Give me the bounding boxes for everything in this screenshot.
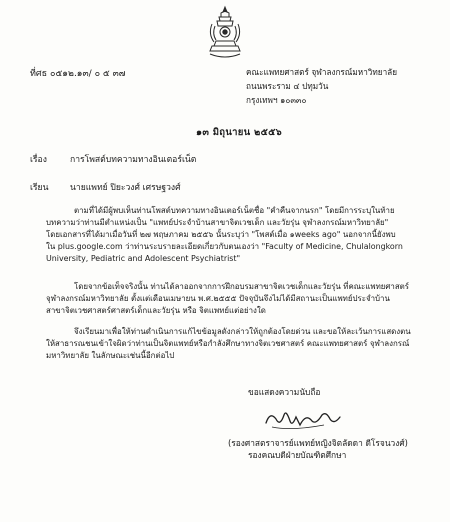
signatory-name: (รองศาสตราจารย์แพทย์หญิงจิตลัดดา ดีโรจนวงศ์)	[228, 438, 408, 448]
closing-text: ขอแสดงความนับถือ	[248, 387, 321, 397]
handwritten-signature-icon	[262, 403, 344, 435]
body-line: ตามที่ได้มีผู้พบเห็นท่านโพสต์บทความทางอินเตอร์เน็ตชื่อ "คำคืนจากนรก" โดยมีการระบุในท้าย	[74, 206, 395, 215]
body-line: ใน plus.google.com ว่าท่านระบรายละเอียดเกี่ยวกับตนเองว่า "Faculty of Medicine, Chulalongkorn	[46, 242, 403, 251]
body-paragraph-2	[46, 281, 430, 317]
signatory-position: รองคณบดีฝ่ายบัณฑิตศึกษา	[248, 450, 347, 460]
body-paragraph-1	[46, 205, 430, 265]
subject-label: เรื่อง	[30, 155, 47, 165]
body-line: สาขาจิตเวชศาสตร์ศาสตร์เด็กและวัยรุ่น หรือ จิตแพทย์แต่อย่างใด	[46, 306, 266, 315]
body-line: โดยเอกสารที่ได้มาเมื่อวันที่ ๒๗ พฤษภาคม ๒๕๕๖ นั้นระบุว่า "โพสต์เมื่อ ๑weeks ago" นอกจากนี้ยังพบ	[46, 230, 396, 239]
letter-date: ๑๓ มิถุนายน ๒๕๕๖	[196, 127, 282, 138]
body-line: ให้สาธารณชนเข้าใจผิดว่าท่านเป็นจิตแพทย์หรือกำลังศึกษาทางจิตเวชศาสตร์ คณะแพทยศาสตร์ จุฬาลงกรณ์	[46, 339, 410, 348]
body-line: จุฬาลงกรณ์มหาวิทยาลัย ตั้งแต่เดือนเมษายน พ.ศ.๒๕๕๕ ปัจจุบันจึงไม่ได้มีสถานะเป็นแพทย์ประจำบ้าน	[46, 294, 390, 303]
salutation-label: เรียน	[30, 183, 49, 193]
body-line: มหาวิทยาลัย ในลักษณะเช่นนี้อีกต่อไป	[46, 351, 175, 360]
body-line: บทความว่าท่านมีตำแหน่งเป็น "แพทย์ประจำบ้านสาขาจิตเวชเด็ก และวัยรุ่น จุฬาลงกรณ์มหาวิทยาลัย"	[46, 218, 389, 227]
body-line: University, Pediatric and Adolescent Psychiatrist"	[46, 254, 241, 263]
university-crest-icon	[200, 4, 250, 62]
subject-value: การโพสต์บทความทางอินเตอร์เน็ต	[70, 155, 197, 165]
body-line: โดยจากข้อเท็จจริงนั้น ท่านได้ลาออกจากการฝึกอบรมสาขาจิตเวชเด็กและวัยรุ่น ที่คณะแพทยศาสตร์	[74, 282, 410, 291]
reference-number: ที่ศธ ๐๕๑๒.๑๓/ ๐ ๕ ๓๗	[30, 69, 126, 79]
address-line-3: กรุงเทพฯ ๑๐๓๓๐	[246, 95, 307, 105]
address-line-1: คณะแพทยศาสตร์ จุฬาลงกรณ์มหาวิทยาลัย	[246, 67, 398, 77]
body-line: จึงเรียนมาเพื่อให้ท่านดำเนินการแก้ไขข้อมูลดังกล่าวให้ถูกต้องโดยด่วน และขอให้ละเว้นการแสดงตน	[74, 327, 411, 336]
body-paragraph-3	[46, 326, 430, 362]
salutation-value: นายแพทย์ ปิยะวงศ์ เศรษฐวงศ์	[70, 183, 181, 193]
address-line-2: ถนนพระราม ๔ ปทุมวัน	[246, 81, 329, 91]
